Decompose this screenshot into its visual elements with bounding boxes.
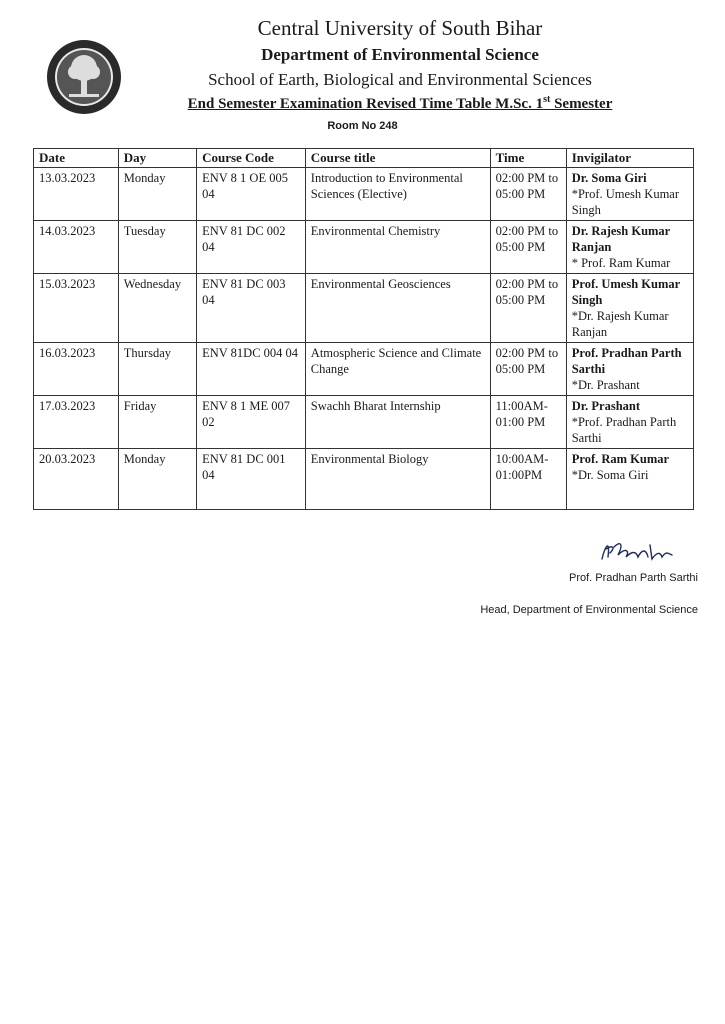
room-number: Room No 248 <box>327 120 398 132</box>
cell-course-title: Atmospheric Science and Climate Change <box>305 343 490 396</box>
signatory-role: Head, Department of Environmental Science <box>480 604 698 616</box>
invigilator-primary: Prof. Pradhan Parth Sarthi <box>571 346 682 376</box>
table-row <box>34 396 694 449</box>
invigilator-secondary: *Dr. Rajesh Kumar Ranjan <box>571 309 669 339</box>
table-header-row <box>34 149 694 168</box>
cell-course-title: Environmental Geosciences <box>305 274 490 343</box>
timetable-title <box>130 94 670 113</box>
invigilator-primary: Dr. Soma Giri <box>571 171 647 185</box>
cell-course-title: Environmental Biology <box>305 449 490 510</box>
cell-day: Friday <box>118 396 196 449</box>
header-day: Day <box>118 149 196 168</box>
cell-time: 02:00 PM to 05:00 PM <box>490 343 566 396</box>
cell-course-code: ENV 81 DC 001 04 <box>197 449 306 510</box>
university-name: Central University of South Bihar <box>257 16 543 40</box>
school-name: School of Earth, Biological and Environmental Sciences <box>208 70 592 89</box>
cell-day: Monday <box>118 168 196 221</box>
table-row <box>34 274 694 343</box>
header-invigilator: Invigilator <box>566 149 693 168</box>
invigilator-primary: Prof. Umesh Kumar Singh <box>571 277 680 307</box>
invigilator-primary: Prof. Ram Kumar <box>571 452 670 466</box>
cell-date: 13.03.2023 <box>34 168 119 221</box>
table-row <box>34 221 694 274</box>
invigilator-secondary: *Dr. Prashant <box>571 378 640 392</box>
cell-date: 20.03.2023 <box>34 449 119 510</box>
cell-invigilator <box>566 396 693 449</box>
cell-time: 10:00AM-01:00PM <box>490 449 566 510</box>
table-row <box>34 449 694 510</box>
title-superscript: st <box>543 94 551 105</box>
university-seal-logo <box>45 38 123 116</box>
header-course-title: Course title <box>305 149 490 168</box>
title-end: Semester <box>550 96 613 112</box>
cell-day: Tuesday <box>118 221 196 274</box>
cell-course-title: Swachh Bharat Internship <box>305 396 490 449</box>
cell-day: Wednesday <box>118 274 196 343</box>
cell-invigilator <box>566 221 693 274</box>
invigilator-primary: Dr. Rajesh Kumar Ranjan <box>571 224 671 254</box>
cell-course-code: ENV 81 DC 003 04 <box>197 274 306 343</box>
timetable <box>33 148 694 510</box>
invigilator-primary: Dr. Prashant <box>571 399 641 413</box>
cell-course-code: ENV 8 1 OE 005 04 <box>197 168 306 221</box>
cell-time: 02:00 PM to 05:00 PM <box>490 274 566 343</box>
invigilator-secondary: * Prof. Ram Kumar <box>571 256 671 270</box>
cell-invigilator <box>566 343 693 396</box>
header-date: Date <box>34 149 119 168</box>
cell-date: 17.03.2023 <box>34 396 119 449</box>
cell-invigilator <box>566 274 693 343</box>
cell-date: 14.03.2023 <box>34 221 119 274</box>
invigilator-secondary: *Prof. Pradhan Parth Sarthi <box>571 415 677 445</box>
invigilator-secondary: *Prof. Umesh Kumar Singh <box>571 187 680 217</box>
cell-course-title: Environmental Chemistry <box>305 221 490 274</box>
cell-course-title: Introduction to Environmental Sciences (Elective) <box>305 168 490 221</box>
department-name: Department of Environmental Science <box>261 45 539 64</box>
cell-invigilator <box>566 168 693 221</box>
invigilator-secondary: *Dr. Soma Giri <box>571 468 649 482</box>
header-time: Time <box>490 149 566 168</box>
signatory-name: Prof. Pradhan Parth Sarthi <box>568 572 698 584</box>
title-main: End Semester Examination Revised Time Table M.Sc. 1 <box>187 96 544 112</box>
cell-course-code: ENV 8 1 ME 007 02 <box>197 396 306 449</box>
cell-course-code: ENV 81DC 004 04 <box>197 343 306 396</box>
cell-date: 15.03.2023 <box>34 274 119 343</box>
cell-time: 02:00 PM to 05:00 PM <box>490 168 566 221</box>
header-course-code: Course Code <box>197 149 306 168</box>
table-row <box>34 343 694 396</box>
cell-day: Monday <box>118 449 196 510</box>
table-row <box>34 168 694 221</box>
cell-time: 02:00 PM to 05:00 PM <box>490 221 566 274</box>
cell-invigilator <box>566 449 693 510</box>
handwritten-signature <box>596 537 676 567</box>
cell-date: 16.03.2023 <box>34 343 119 396</box>
cell-course-code: ENV 81 DC 002 04 <box>197 221 306 274</box>
cell-day: Thursday <box>118 343 196 396</box>
cell-time: 11:00AM-01:00 PM <box>490 396 566 449</box>
